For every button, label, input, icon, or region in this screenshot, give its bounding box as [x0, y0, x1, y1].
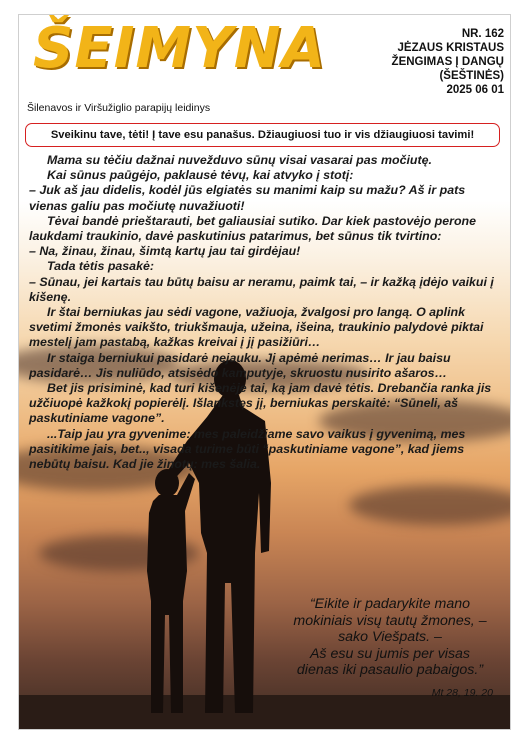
scripture-quote	[277, 596, 503, 679]
greeting-banner: Sveikinu tave, tėti! Į tave esu panašus. Džiaugiuosi tuo ir vis džiaugiuosi tavimi!	[25, 123, 500, 147]
article-text	[29, 153, 499, 472]
quote-line: “Eikite ir padarykite mano	[309, 596, 471, 612]
article-paragraph: Bet jis prisiminė, kad turi kišenėje tai, ką jam davė tėtis. Drebančia ranka jis užčiuopė kažkokį popierėlį. Išlankstęs jį, berniukas perskaitė: “Sūneli, aš paskutiniame vagone”.	[29, 381, 492, 426]
quote-line: dienas iki pasaulio pabaigos.”	[296, 662, 484, 678]
article-paragraph: Mama su tėčiu dažnai nuvežduvo sūnų visai vasarai pas močiutę.	[47, 153, 432, 167]
article-paragraph: – Sūnau, jei kartais tau būtų baisu ar neramu, paimk tai, – ir kažką įdėjo vaikui į kišenę.	[29, 274, 494, 304]
article-paragraph: Tada tėtis pasakė:	[47, 259, 154, 274]
article-paragraph: ...Taip jau yra gyvenime: mes paleidžiame savo vaikus į gyvenimą, mes pasitikime jais, bet.., visada turime būti “paskutiniame vagone”, kad jiems nebūtų baisu. Kad jie žinotų: mes šalia.	[29, 426, 466, 472]
article-paragraph: – Juk aš jau didelis, kodėl jūs elgiatės su manimi kaip su mažu? Aš ir pats vienas galiu pas močiutę nuvažiuoti!	[29, 183, 466, 213]
issue-feast-line-1: JĖZAUS KRISTAUS	[397, 42, 504, 54]
article-paragraph: Ir staiga berniukui pasidarė nejauku. Jį apėmė nerimas… Ir jau baisu pasidarė… Jis nuliūdo, atsisėdo kamputyje, skruostu nusirito ašaros…	[29, 350, 451, 380]
publication-subtitle: Šilenavos ir Viršužiglio parapijų leidinys	[27, 102, 211, 114]
article-paragraph: – Na, žinau, žinau, šimtą kartų jau tai girdėjau!	[29, 244, 301, 259]
scripture-reference: Mt 28, 19. 20	[431, 687, 493, 699]
issue-info	[354, 27, 504, 97]
newsletter-page	[18, 14, 511, 730]
issue-feast-line-2: ŽENGIMAS Į DANGŲ	[391, 56, 504, 68]
article-paragraph: Tėvai bandė prieštarauti, bet galiausiai sutiko. Dar kiek pastovėjo perone laukdami traukinio, davė paskutinius patarimus, bet sūnus tik tvirtino:	[29, 213, 476, 244]
quote-line: mokiniais visų tautų žmones, –	[293, 612, 487, 629]
quote-line: Aš esu su jumis per visas	[309, 645, 471, 662]
issue-number: NR. 162	[461, 28, 504, 40]
quote-line: sako Viešpats. –	[338, 629, 442, 645]
issue-feast-line-3: (ŠEŠTINĖS)	[439, 70, 504, 82]
article-paragraph: Kai sūnus paūgėjo, paklausė tėvų, kai atvyko į stotį:	[47, 168, 354, 183]
issue-date: 2025 06 01	[446, 84, 504, 96]
masthead-title: ŠEIMYNA	[33, 16, 326, 81]
article-paragraph: Ir štai berniukas jau sėdi vagone, važiuoja, žvalgosi pro langą. O aplink svetimi žmonės vaikšto, triukšmauja, užeina, išeina, traukinio palydovė piktai mestelį jam pastabą, kažkas kreivai į jį pasižiūri…	[29, 305, 484, 350]
